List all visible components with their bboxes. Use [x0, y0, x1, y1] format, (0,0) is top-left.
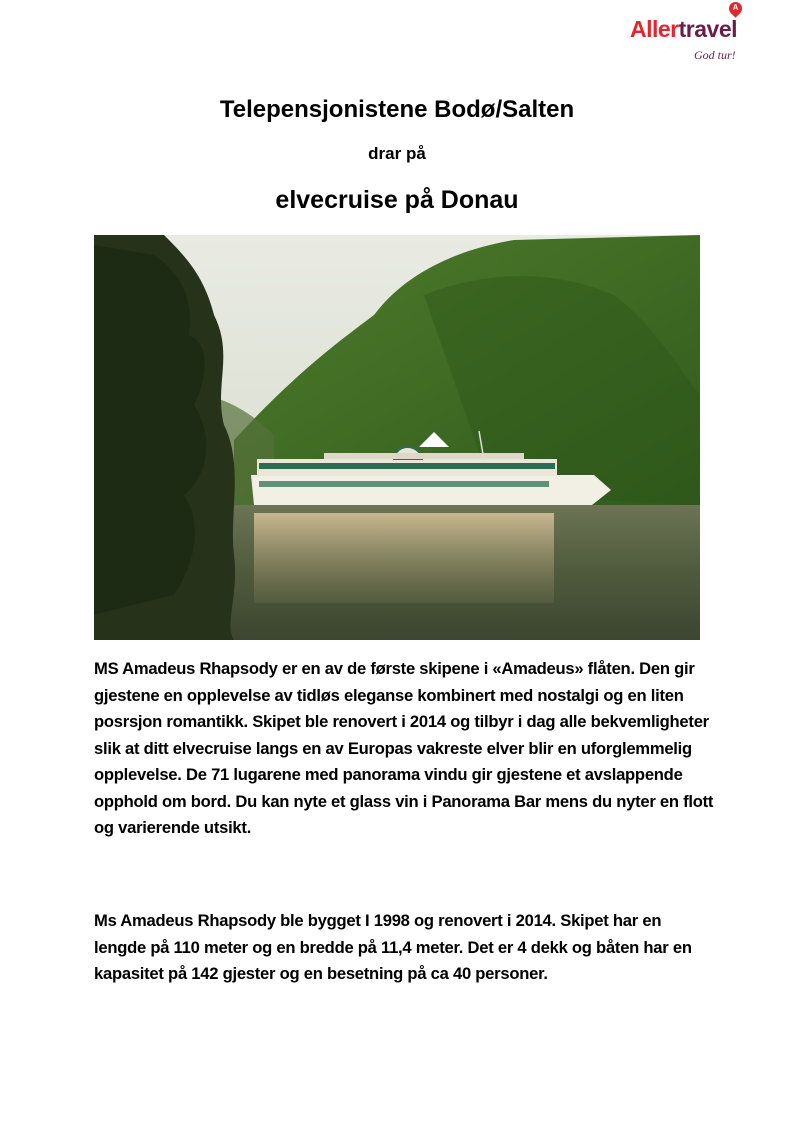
ship-reflection: [254, 513, 554, 603]
river-cruise-photo: [94, 235, 700, 640]
ship-description-paragraph: MS Amadeus Rhapsody er en av de første skipene i «Amadeus» flåten. Den gir gjestene en opplevelse av tidløs eleganse kombinert med nostalgi og en liten posrsjon romantikk. Skipet ble renovert i 2014 og tilbyr i dag alle bekvemligheter slik at ditt elvecruise langs en av Europas vakreste elver blir en uforglemmelig opplevelse. De 71 lugarene med panorama vindu gir gjestene et avslappende opphold om bord. Du kan nyte et glass vin i Panorama Bar mens du nyter en flott og varierende utsikt.: [94, 659, 714, 837]
ship-specs-paragraph: Ms Amadeus Rhapsody ble bygget I 1998 og renovert i 2014. Skipet har en lengde på 110 meter og en bredde på 11,4 meter. Det er 4 dekk og båten har en kapasitet på 142 gjester og en besetning på ca 40 personer.: [94, 911, 692, 983]
document-title: Telepensjonistene Bodø/Salten: [219, 96, 575, 123]
logo-pin-letter: A: [732, 3, 739, 12]
logo-wordmark: [630, 16, 737, 43]
document-subtitle: drar på: [368, 144, 426, 163]
document-heading: elvecruise på Donau: [275, 186, 519, 214]
logo-tagline: God tur!: [694, 48, 736, 62]
logo-travel: travel: [678, 16, 738, 42]
allertravel-logo: [628, 2, 778, 68]
logo-aller: Aller: [630, 16, 679, 42]
